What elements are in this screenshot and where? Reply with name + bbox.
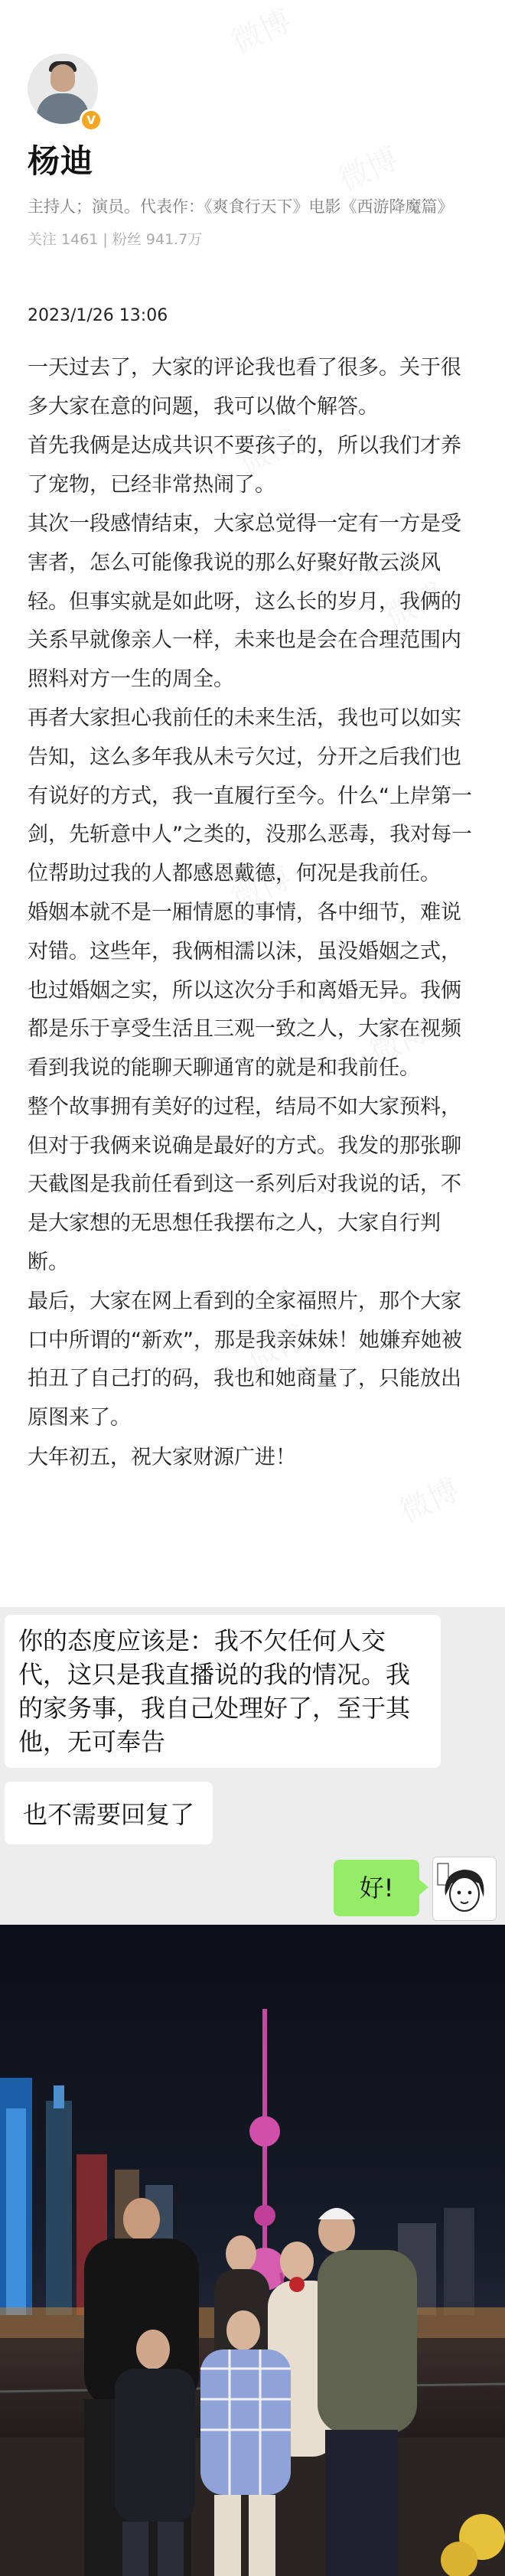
post-date: 2023/1/26 13:06 — [28, 306, 168, 325]
post-paragraph: 整个故事拥有美好的过程，结局不如大家预料，但对于我俩来说确是最好的方式。我发的那张聊天截图是我前任看到这一系列后对我说的话，不是大家想的无思想任我摆布之人，大家自行判断。 — [28, 1095, 461, 1274]
family-photo — [0, 1925, 505, 2576]
profile-stats: 关注 1461 | 粉丝 941.7万 — [28, 231, 203, 248]
post-paragraph: 婚姻本就不是一厢情愿的事情，各中细节，难说对错。这些年，我俩相濡以沫，虽没婚姻之式，也过婚姻之实，所以这次分手和离婚无异。我俩都是乐于享受生活且三观一致之人，大家在视频看到我说的能聊天聊通宵的就是和我前任。 — [28, 901, 461, 1080]
post-paragraph: 再者大家担心我前任的未来生活，我也可以如实告知，这么多年我从未亏欠过，分开之后我们也有说好的方式，我一直履行至今。什么“上岸第一剑，先斩意中人”之类的，没那么恶毒，我对每一位帮助过我的人都感恩戴德，何况是我前任。 — [28, 706, 472, 885]
chat-message: 也不需要回复了 — [5, 1782, 213, 1844]
chat-message: 你的态度应该是：我不欠任何人交代，这只是我直播说的我的情况。我的家务事，我自己处理好了，至于其他，无可奉告 — [5, 1615, 441, 1768]
post-body — [28, 349, 479, 1478]
profile-header — [0, 0, 505, 306]
post-paragraph: 其次一段感情结束，大家总觉得一定有一方是受害者，怎么可能像我说的那么好聚好散云淡风轻。但事实就是如此呀，这么长的岁月，我俩的关系早就像亲人一样，未来也是会在合理范围内照料对方一生的周全。 — [28, 512, 461, 691]
post-paragraph: 大年初五，祝大家财源广进！ — [28, 1445, 296, 1469]
post-paragraph: 首先我俩是达成共识不要孩子的，所以我们才养了宠物，已经非常热闹了。 — [28, 434, 461, 497]
post-paragraph: 最后，大家在网上看到的全家福照片，那个大家口中所谓的“新欢”，那是我亲妹妹！她嫌弃她被拍丑了自己打的码，我也和她商量了，只能放出原图来了。 — [28, 1290, 462, 1430]
verified-badge-icon: V — [80, 109, 103, 132]
chat-screenshot — [0, 1607, 505, 1925]
chat-avatar — [432, 1857, 497, 1921]
profile-bio: 主持人；演员。代表作：《爽食行天下》电影《西游降魔篇》 — [28, 197, 454, 216]
chat-reply: 好! — [334, 1860, 419, 1916]
post-paragraph: 一天过去了，大家的评论我也看了很多。关于很多大家在意的问题，我可以做个解答。 — [28, 356, 461, 419]
profile-name[interactable]: 杨迪 — [28, 142, 94, 180]
